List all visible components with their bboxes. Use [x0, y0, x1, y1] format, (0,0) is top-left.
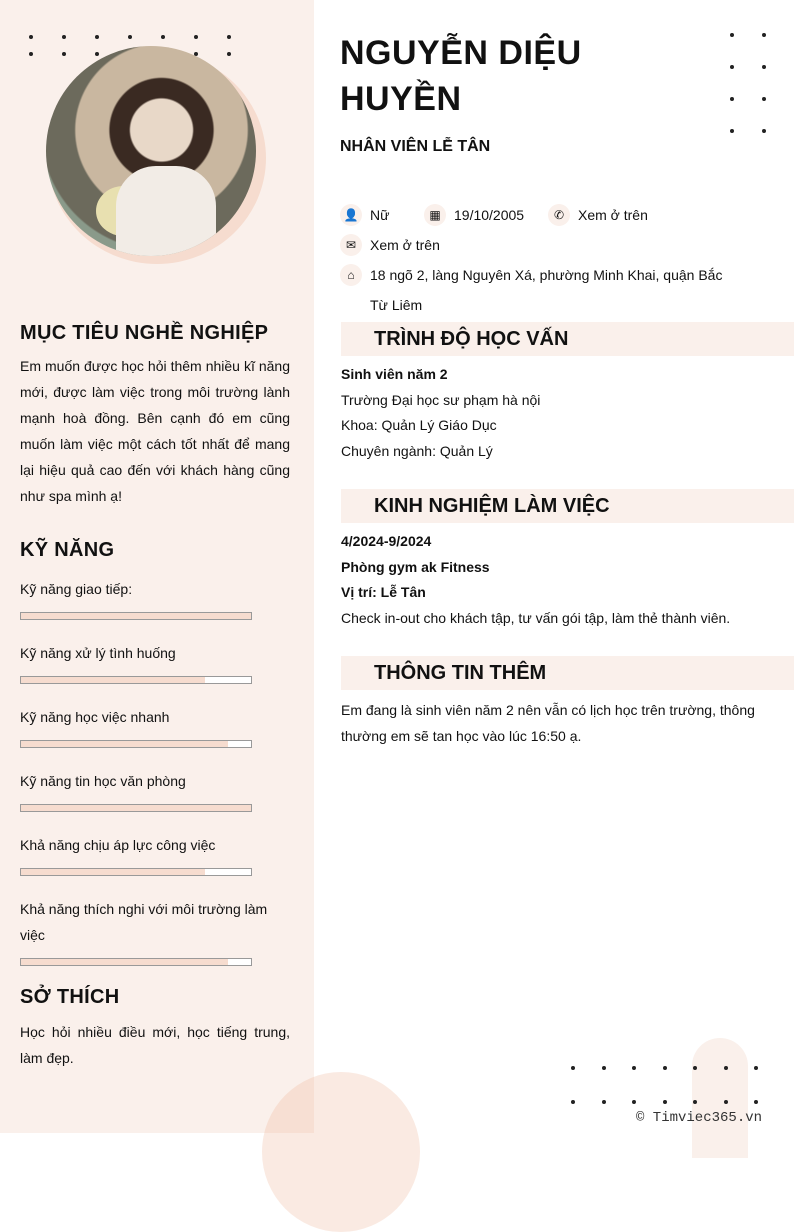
skill-bar [20, 868, 252, 876]
decorative-dots [730, 33, 794, 133]
skill-label: Kỹ năng giao tiếp: [20, 581, 133, 597]
dot [62, 35, 66, 39]
hobbies-title: SỞ THÍCH [20, 986, 120, 1008]
skills-title: KỸ NĂNG [20, 539, 115, 561]
skill-bar-fill [21, 959, 228, 965]
experience-section: 4/2024-9/2024 Phòng gym ak Fitness Vị trí: Lễ Tân Check in-out cho khách tập, tư vấn gói tập, làm thẻ thành viên. [341, 533, 731, 626]
skill-label: Kỹ năng tin học văn phòng [20, 773, 186, 789]
skill-label: Kỹ năng xử lý tình huống [20, 645, 176, 661]
dot [29, 52, 33, 56]
experience-title: KINH NGHIỆM LÀM VIỆC [341, 489, 794, 523]
additional-title: THÔNG TIN THÊM [341, 656, 794, 690]
contact-birthday: ▦ 19/10/2005 [424, 204, 524, 226]
dot [730, 129, 734, 133]
skill-bar [20, 740, 252, 748]
decorative-dots [571, 1066, 785, 1104]
dot [194, 35, 198, 39]
job-title: NHÂN VIÊN LỄ TÂN [340, 138, 491, 155]
dot [602, 1100, 606, 1104]
home-icon: ⌂ [340, 264, 362, 286]
dot [762, 97, 766, 101]
contact-phone: ✆ Xem ở trên [548, 204, 648, 226]
contact-email: ✉ Xem ở trên [340, 234, 440, 256]
dot [632, 1100, 636, 1104]
dot [693, 1066, 697, 1070]
calendar-icon: ▦ [424, 204, 446, 226]
skill-bar-fill [21, 677, 205, 683]
dot [663, 1100, 667, 1104]
skill-bar [20, 804, 252, 812]
dot [730, 33, 734, 37]
dot [762, 129, 766, 133]
dot [754, 1066, 758, 1070]
candidate-name: NGUYỄN DIỆU HUYỀN [340, 34, 582, 118]
avatar-photo [46, 46, 256, 256]
dot [663, 1066, 667, 1070]
objective-title: MỤC TIÊU NGHỀ NGHIỆP [20, 322, 269, 344]
skill-bar [20, 612, 252, 620]
skill-bar-fill [21, 613, 251, 619]
person-icon: 👤 [340, 204, 362, 226]
dot [62, 52, 66, 56]
dot [29, 35, 33, 39]
phone-icon: ✆ [548, 204, 570, 226]
education-title: TRÌNH ĐỘ HỌC VẤN [341, 322, 794, 356]
skill-bar-fill [21, 869, 205, 875]
dot [754, 1100, 758, 1104]
dot [724, 1066, 728, 1070]
skill-label: Khả năng chịu áp lực công việc [20, 837, 216, 853]
sidebar [0, 0, 314, 1133]
skill-label: Kỹ năng học việc nhanh [20, 709, 170, 725]
dot [730, 65, 734, 69]
dot [724, 1100, 728, 1104]
watermark: © Timviec365.vn [636, 1110, 763, 1126]
dot [602, 1066, 606, 1070]
skill-bar-fill [21, 741, 228, 747]
contact-address: ⌂ 18 ngõ 2, làng Nguyên Xá, phường Minh Khai, quận Bắc Từ Liêm [340, 264, 722, 320]
additional-text: Em đang là sinh viên năm 2 nên vẫn có lịch học trên trường, thông thường em sẽ tan học vào lúc 16:50 ạ. [341, 702, 755, 744]
dot [693, 1100, 697, 1104]
dot [762, 65, 766, 69]
skill-bar-fill [21, 805, 251, 811]
education-section: Sinh viên năm 2 Trường Đại học sư phạm hà nội Khoa: Quản Lý Giáo Dục Chuyên ngành: Quản Lý [341, 366, 541, 459]
dot [227, 35, 231, 39]
skill-label: Khả năng thích nghi với môi trường làm việc [20, 901, 268, 943]
dot [762, 33, 766, 37]
dot [571, 1066, 575, 1070]
hobbies-text: Học hỏi nhiều điều mới, học tiếng trung, làm đẹp. [20, 1024, 290, 1066]
skill-bar [20, 958, 252, 966]
dot [161, 35, 165, 39]
dot [95, 52, 99, 56]
objective-text: Em muốn được học hỏi thêm nhiều kĩ năng mới, được làm việc trong môi trường lành mạnh hoà đồng. Bên cạnh đó em cũng muốn làm việc một cách tốt nhất để mang lại hiệu quả cao đến với khách hàng cũng như spa mình ạ! [20, 358, 290, 504]
decorative-blob [262, 1072, 420, 1232]
skill-bar [20, 676, 252, 684]
dot [128, 35, 132, 39]
dot [95, 35, 99, 39]
dot [571, 1100, 575, 1104]
dot [632, 1066, 636, 1070]
contact-gender: 👤 Nữ [340, 204, 389, 226]
dot [227, 52, 231, 56]
dot [730, 97, 734, 101]
skills-list [20, 576, 290, 966]
email-icon: ✉ [340, 234, 362, 256]
